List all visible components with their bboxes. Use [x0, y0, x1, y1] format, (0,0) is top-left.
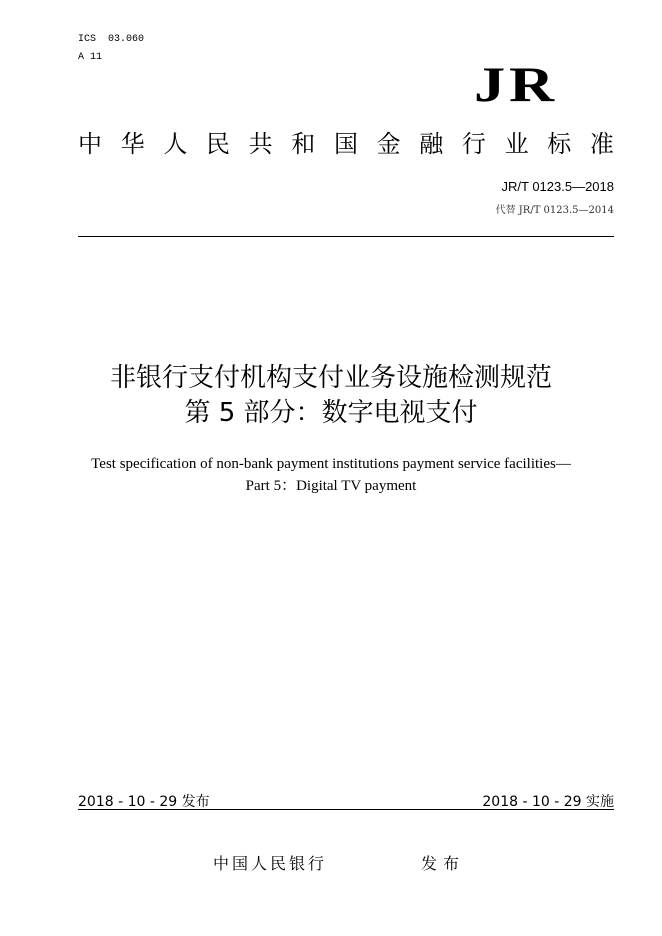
category-char: 金 — [376, 130, 401, 158]
category-char: 融 — [419, 130, 444, 158]
category-char: 华 — [120, 130, 145, 158]
issue-label: 发布 — [421, 854, 466, 873]
standard-number: JR/T 0123.5—2018 — [501, 179, 614, 194]
title-chinese-line-2: 第 5 部分：数字电视支付 — [184, 398, 478, 428]
issue-date: 2018 - 10 - 29 发布 — [78, 794, 210, 810]
ics-code: ICS 03.060 — [78, 34, 145, 45]
classification-code: A 11 — [78, 52, 103, 63]
title-chinese-line-1: 非银行支付机构支付业务设施检测规范 — [109, 363, 552, 393]
footer-divider — [78, 809, 614, 810]
category-char: 准 — [589, 130, 614, 158]
category-char: 标 — [547, 130, 572, 158]
category-char: 共 — [248, 130, 273, 158]
replaces-standard: 代替 JR/T 0123.5—2014 — [495, 205, 614, 216]
title-english-line-1: Test specification of non-bank payment institutions payment service facilities— — [91, 456, 571, 472]
category-char: 业 — [504, 130, 529, 158]
category-char: 民 — [205, 130, 230, 158]
category-char: 行 — [461, 130, 486, 158]
category-char: 和 — [291, 130, 316, 158]
jr-logo: JR — [474, 56, 558, 112]
category-char: 人 — [163, 130, 188, 158]
implementation-date: 2018 - 10 - 29 实施 — [482, 794, 614, 810]
standard-category — [78, 128, 614, 160]
header-divider — [78, 236, 614, 237]
issuing-authority: 中国人民银行 — [213, 854, 328, 873]
category-char: 国 — [333, 130, 358, 158]
category-char: 中 — [78, 130, 102, 158]
title-english-line-2: Part 5：Digital TV payment — [245, 478, 417, 494]
